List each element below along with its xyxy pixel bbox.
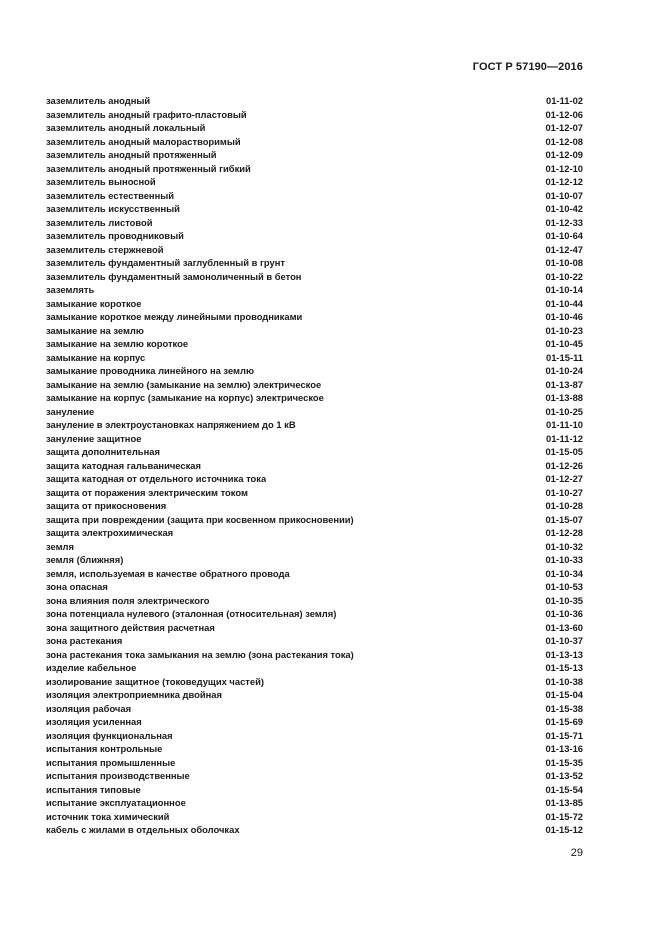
index-term: заземлитель проводниковый <box>46 230 184 241</box>
index-code: 01-10-44 <box>545 297 583 309</box>
index-entry <box>46 796 583 810</box>
index-entry <box>46 729 583 743</box>
index-code: 01-13-16 <box>545 743 583 754</box>
index-term: заземлитель анодный протяженный гибкий <box>46 162 251 174</box>
index-code: 01-10-25 <box>545 405 583 417</box>
index-entry <box>46 445 583 459</box>
index-term: заземлять <box>46 284 95 295</box>
index-entry <box>46 243 583 257</box>
index-term: защита электрохимическая <box>46 527 174 538</box>
index-code: 01-10-07 <box>545 189 583 201</box>
index-entry <box>46 580 583 594</box>
index-entry <box>46 553 583 567</box>
index-term: зона влияния поля электрического <box>46 594 210 606</box>
index-code: 01-13-60 <box>545 621 583 633</box>
document-header: ГОСТ Р 57190—2016 <box>472 61 583 73</box>
index-code: 01-13-13 <box>545 648 583 660</box>
index-code: 01-10-28 <box>545 500 583 511</box>
index-entry <box>46 715 583 729</box>
index-entry <box>46 202 583 216</box>
index-code: 01-12-28 <box>545 527 583 538</box>
index-code: 01-12-33 <box>545 216 583 228</box>
index-term: защита от поражения электрическим током <box>46 486 248 498</box>
index-entry <box>46 459 583 473</box>
index-term: изоляция функциональная <box>46 729 173 741</box>
index-entry <box>46 175 583 189</box>
index-entry <box>46 594 583 608</box>
index-code: 01-10-32 <box>545 540 583 552</box>
index-entry <box>46 783 583 797</box>
index-code: 01-15-04 <box>545 689 583 700</box>
index-entry <box>46 351 583 365</box>
index-entry <box>46 472 583 486</box>
index-code: 01-12-09 <box>545 149 583 160</box>
page-number: 29 <box>570 847 583 859</box>
index-code: 01-12-12 <box>545 176 583 187</box>
index-term: испытания промышленные <box>46 756 176 768</box>
index-term: замыкание на корпус (замыкание на корпус) электрическое <box>46 392 324 403</box>
index-entry <box>46 661 583 675</box>
index-code: 01-13-87 <box>545 378 583 390</box>
index-code: 01-15-11 <box>545 351 583 363</box>
index-term: заземлитель фундаментный замоноличенный в бетон <box>46 270 302 282</box>
index-code: 01-10-08 <box>545 257 583 268</box>
index-code: 01-13-85 <box>545 797 583 808</box>
index-entry <box>46 94 583 108</box>
index-term: зона растекания тока замыкания на землю (зона растекания тока) <box>46 648 354 660</box>
index-term: кабель с жилами в отдельных оболочках <box>46 824 240 835</box>
index-entry <box>46 432 583 446</box>
index-term: защита дополнительная <box>46 446 160 457</box>
index-term: зона потенциала нулевого (эталонная (относительная) земля) <box>46 608 337 619</box>
index-code: 01-11-10 <box>545 419 583 430</box>
index-entry <box>46 378 583 392</box>
index-term: защита при повреждении (защита при косвенном прикосновении) <box>46 513 354 525</box>
index-code: 01-15-72 <box>545 810 583 822</box>
index-term: замыкание короткое между линейными проводниками <box>46 311 303 322</box>
index-term: изделие кабельное <box>46 662 137 673</box>
index-code: 01-10-24 <box>545 365 583 376</box>
index-code: 01-15-69 <box>545 716 583 727</box>
index-entry <box>46 513 583 527</box>
index-term: испытание эксплуатационное <box>46 797 186 808</box>
term-index-list <box>46 94 583 837</box>
index-entry <box>46 756 583 770</box>
index-entry <box>46 648 583 662</box>
index-code: 01-10-33 <box>545 554 583 565</box>
index-code: 01-15-05 <box>545 446 583 457</box>
index-entry <box>46 486 583 500</box>
index-code: 01-15-07 <box>545 513 583 525</box>
index-code: 01-15-71 <box>545 729 583 741</box>
index-term: заземлитель анодный <box>46 95 151 106</box>
index-term: заземлитель фундаментный заглубленный в грунт <box>46 257 285 268</box>
index-code: 01-10-34 <box>545 567 583 579</box>
index-entry <box>46 283 583 297</box>
index-term: защита катодная от отдельного источника тока <box>46 473 267 484</box>
index-entry <box>46 148 583 162</box>
index-code: 01-10-22 <box>545 270 583 282</box>
index-code: 01-12-26 <box>545 459 583 471</box>
index-entry <box>46 121 583 135</box>
index-entry <box>46 702 583 716</box>
index-entry <box>46 364 583 378</box>
index-term: зона защитного действия расчетная <box>46 621 215 633</box>
index-term: испытания производственные <box>46 770 190 781</box>
index-entry <box>46 324 583 338</box>
index-entry <box>46 567 583 581</box>
index-term: замыкание на корпус <box>46 351 146 363</box>
index-term: заземлитель анодный графито-пластовый <box>46 108 247 120</box>
index-term: защита от прикосновения <box>46 500 167 511</box>
index-code: 01-10-46 <box>545 311 583 322</box>
index-term: заземлитель анодный протяженный <box>46 149 217 160</box>
index-term: заземлитель анодный локальный <box>46 122 206 133</box>
index-term: замыкание на землю (замыкание на землю) электрическое <box>46 378 322 390</box>
index-entry <box>46 270 583 284</box>
index-entry <box>46 216 583 230</box>
index-entry <box>46 108 583 122</box>
index-code: 01-10-35 <box>545 594 583 606</box>
index-code: 01-15-12 <box>545 824 583 835</box>
index-term: замыкание на землю короткое <box>46 338 189 349</box>
index-term: изолирование защитное (токоведущих частей) <box>46 675 264 687</box>
index-entry <box>46 229 583 243</box>
index-entry <box>46 540 583 554</box>
index-term: изоляция электроприемника двойная <box>46 689 222 700</box>
index-code: 01-13-52 <box>545 770 583 781</box>
index-term: заземлитель листовой <box>46 216 153 228</box>
index-entry <box>46 499 583 513</box>
index-entry <box>46 688 583 702</box>
index-term: защита катодная гальваническая <box>46 459 201 471</box>
index-entry <box>46 310 583 324</box>
index-term: замыкание на землю <box>46 324 144 336</box>
index-code: 01-10-38 <box>545 675 583 687</box>
index-code: 01-12-27 <box>545 473 583 484</box>
index-code: 01-10-42 <box>545 203 583 214</box>
index-code: 01-10-27 <box>545 486 583 498</box>
index-term: заземлитель выносной <box>46 176 156 187</box>
index-code: 01-10-64 <box>545 230 583 241</box>
index-entry <box>46 634 583 648</box>
index-term: зануление в электроустановках напряжением до 1 кВ <box>46 419 296 430</box>
index-entry <box>46 675 583 689</box>
index-term: зануление <box>46 405 95 417</box>
index-entry <box>46 418 583 432</box>
index-code: 01-11-02 <box>545 95 583 106</box>
index-code: 01-10-36 <box>545 608 583 619</box>
index-entry <box>46 823 583 837</box>
index-term: испытания типовые <box>46 783 141 795</box>
index-code: 01-12-10 <box>545 162 583 174</box>
index-term: источник тока химический <box>46 810 170 822</box>
index-entry <box>46 337 583 351</box>
index-code: 01-15-54 <box>545 783 583 795</box>
index-code: 01-12-08 <box>545 135 583 147</box>
index-code: 01-10-23 <box>545 324 583 336</box>
index-entry <box>46 607 583 621</box>
index-code: 01-10-53 <box>545 581 583 592</box>
index-code: 01-15-35 <box>545 756 583 768</box>
index-term: испытания контрольные <box>46 743 163 754</box>
index-term: замыкание короткое <box>46 297 142 309</box>
index-term: заземлитель стержневой <box>46 243 164 255</box>
index-code: 01-10-14 <box>545 284 583 295</box>
index-term: зона растекания <box>46 635 123 646</box>
index-term: земля <box>46 540 74 552</box>
index-entry <box>46 621 583 635</box>
index-code: 01-15-38 <box>545 702 583 714</box>
index-entry <box>46 135 583 149</box>
index-term: заземлитель искусственный <box>46 203 180 214</box>
index-term: изоляция рабочая <box>46 702 132 714</box>
index-entry <box>46 297 583 311</box>
index-entry <box>46 742 583 756</box>
index-entry <box>46 391 583 405</box>
index-term: земля (ближняя) <box>46 554 124 565</box>
index-entry <box>46 189 583 203</box>
index-term: изоляция усиленная <box>46 716 142 727</box>
index-code: 01-12-07 <box>545 122 583 133</box>
index-term: земля, используемая в качестве обратного провода <box>46 567 290 579</box>
index-term: зона опасная <box>46 581 108 592</box>
index-term: замыкание проводника линейного на землю <box>46 365 254 376</box>
index-entry <box>46 405 583 419</box>
index-code: 01-12-06 <box>545 108 583 120</box>
index-code: 01-11-12 <box>545 432 583 444</box>
index-code: 01-12-47 <box>545 243 583 255</box>
index-entry <box>46 256 583 270</box>
index-term: заземлитель естественный <box>46 189 175 201</box>
index-entry <box>46 162 583 176</box>
index-term: зануление защитное <box>46 432 142 444</box>
index-code: 01-13-88 <box>545 392 583 403</box>
index-code: 01-10-45 <box>545 338 583 349</box>
index-term: заземлитель анодный малорастворимый <box>46 135 241 147</box>
index-entry <box>46 769 583 783</box>
index-code: 01-10-37 <box>545 635 583 646</box>
index-entry <box>46 526 583 540</box>
index-code: 01-15-13 <box>545 662 583 673</box>
index-entry <box>46 810 583 824</box>
